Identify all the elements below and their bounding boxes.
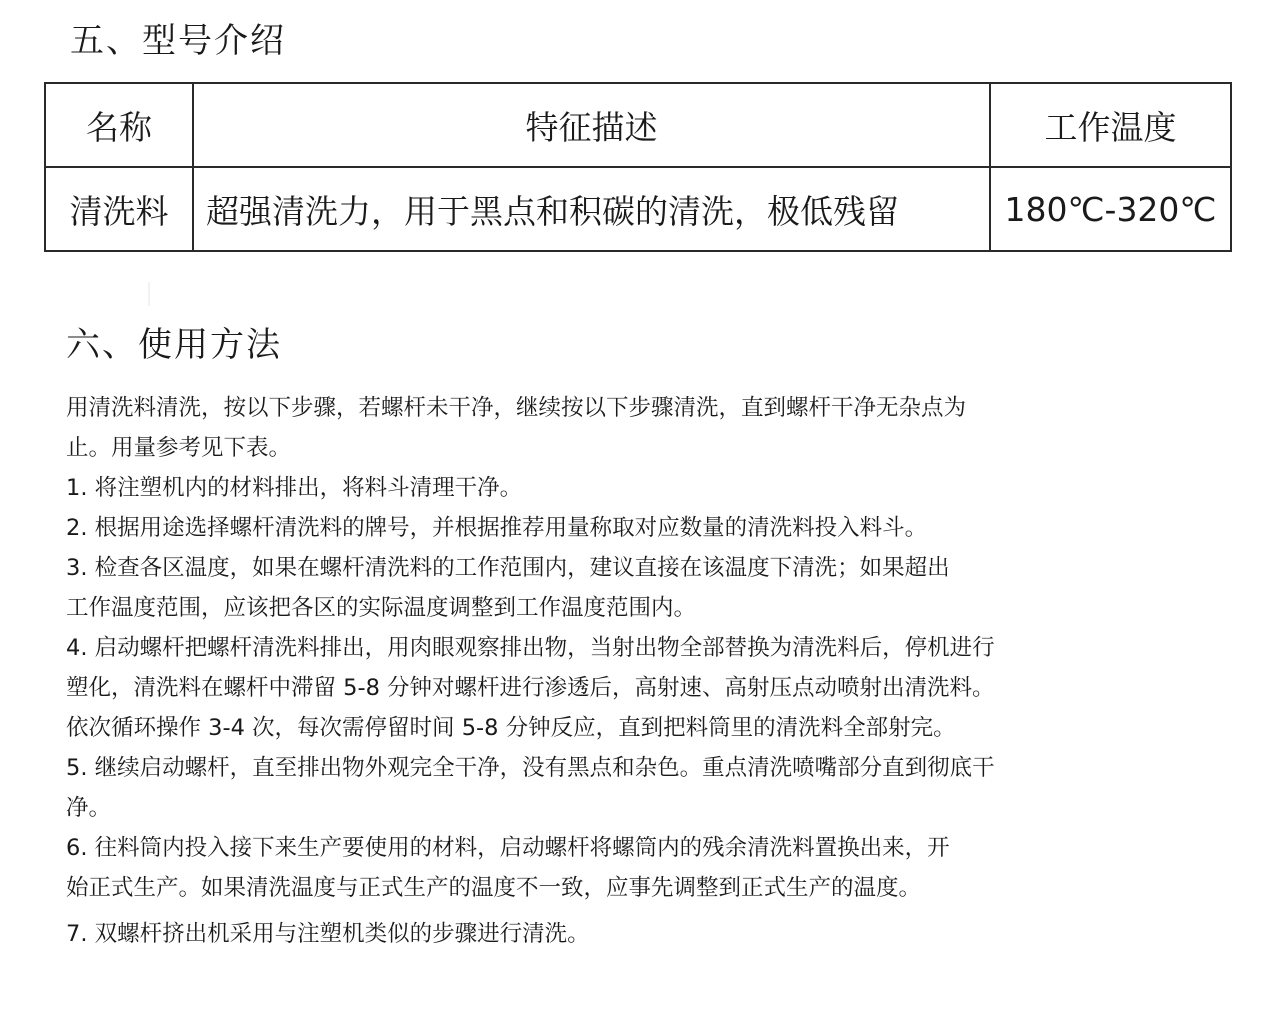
cell-description: 超强清洗力，用于黑点和积碳的清洗，极低残留 bbox=[193, 167, 990, 251]
step-line: 3. 检查各区温度，如果在螺杆清洗料的工作范围内，建议直接在该温度下清洗；如果超出 bbox=[66, 555, 950, 581]
step-line: 净。 bbox=[66, 795, 112, 821]
header-temperature: 工作温度 bbox=[990, 83, 1231, 167]
step-line: 1. 将注塑机内的材料排出，将料斗清理干净。 bbox=[66, 475, 523, 501]
intro-line: 止。用量参考见下表。 bbox=[66, 435, 292, 461]
model-table bbox=[44, 82, 1232, 252]
step-4 bbox=[66, 628, 1246, 748]
section-6-title: 六、使用方法 bbox=[66, 325, 282, 365]
step-line: 6. 往料筒内投入接下来生产要使用的材料，启动螺杆将螺筒内的残余清洗料置换出来，开 bbox=[66, 835, 950, 861]
usage-steps bbox=[66, 388, 1246, 954]
step-line: 依次循环操作 3-4 次，每次需停留时间 5-8 分钟反应，直到把料筒里的清洗料全部射完。 bbox=[66, 715, 956, 741]
cell-name: 清洗料 bbox=[45, 167, 193, 251]
step-line: 工作温度范围，应该把各区的实际温度调整到工作温度范围内。 bbox=[66, 595, 697, 621]
section-5-title: 五、型号介绍 bbox=[70, 21, 286, 61]
step-line: 2. 根据用途选择螺杆清洗料的牌号，并根据推荐用量称取对应数量的清洗料投入料斗。 bbox=[66, 515, 928, 541]
step-7 bbox=[66, 914, 1246, 954]
step-5 bbox=[66, 748, 1246, 828]
step-line: 4. 启动螺杆把螺杆清洗料排出，用肉眼观察排出物，当射出物全部替换为清洗料后，停机进行 bbox=[66, 635, 995, 661]
step-line: 始正式生产。如果清洗温度与正式生产的温度不一致，应事先调整到正式生产的温度。 bbox=[66, 875, 922, 901]
step-6 bbox=[66, 828, 1246, 908]
header-name: 名称 bbox=[45, 83, 193, 167]
step-line: 7. 双螺杆挤出机采用与注塑机类似的步骤进行清洗。 bbox=[66, 921, 590, 947]
header-description: 特征描述 bbox=[193, 83, 990, 167]
step-line: 5. 继续启动螺杆，直至排出物外观完全干净，没有黑点和杂色。重点清洗喷嘴部分直到彻底干 bbox=[66, 755, 995, 781]
scan-mark bbox=[148, 282, 150, 306]
intro-line: 用清洗料清洗，按以下步骤，若螺杆未干净，继续按以下步骤清洗，直到螺杆干净无杂点为 bbox=[66, 395, 967, 421]
table-header-row bbox=[45, 83, 1231, 167]
table-row bbox=[45, 167, 1231, 251]
cell-temperature: 180℃-320℃ bbox=[990, 167, 1231, 251]
step-1 bbox=[66, 468, 1246, 508]
step-2 bbox=[66, 508, 1246, 548]
step-3 bbox=[66, 548, 1246, 628]
step-line: 塑化，清洗料在螺杆中滞留 5-8 分钟对螺杆进行渗透后，高射速、高射压点动喷射出清洗料。 bbox=[66, 675, 995, 701]
intro-paragraph bbox=[66, 388, 1246, 468]
